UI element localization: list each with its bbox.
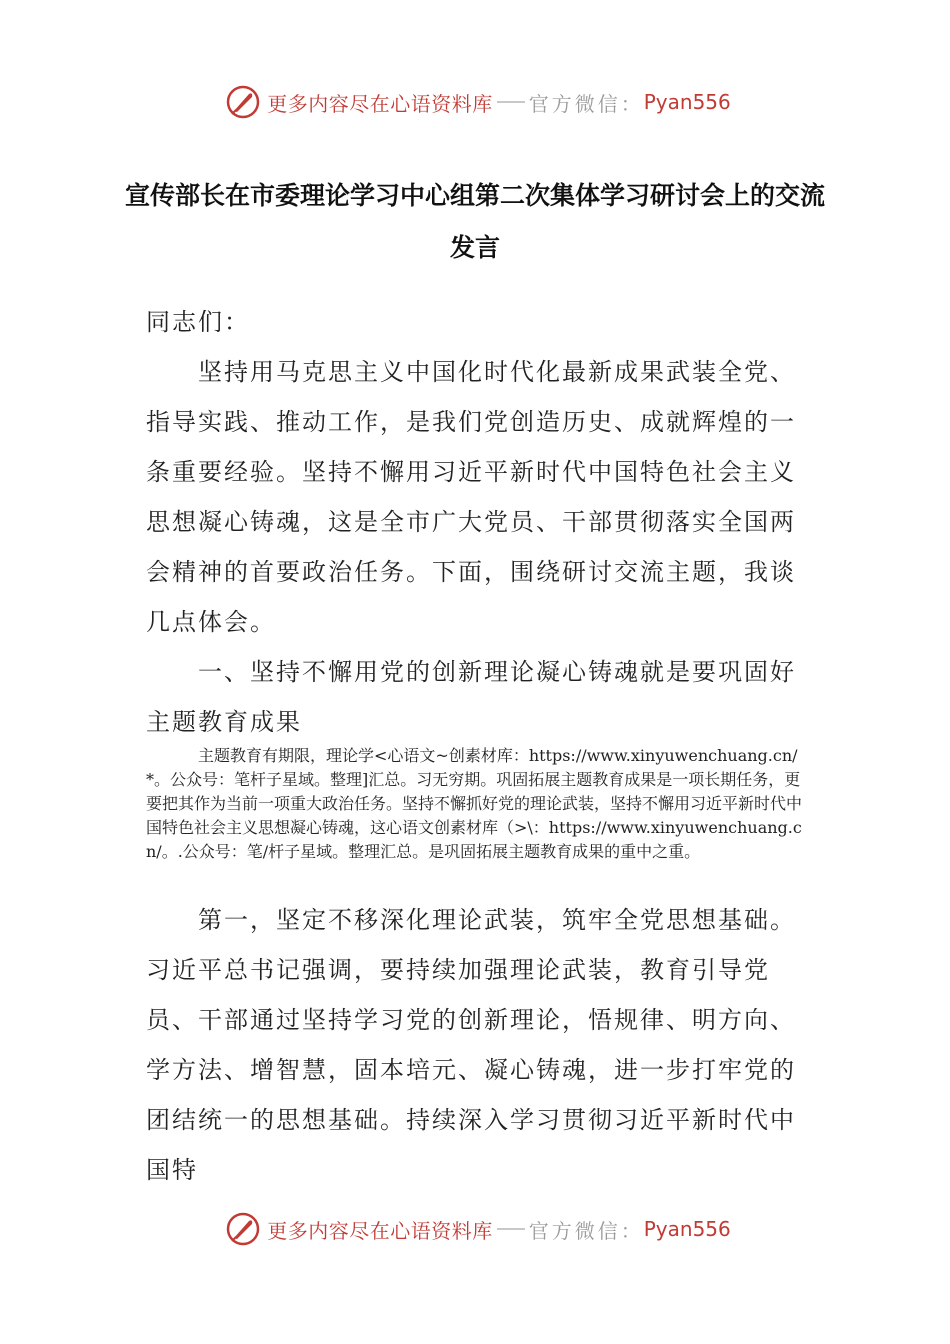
quill-logo-icon (225, 1211, 261, 1247)
banner-divider (497, 1228, 525, 1230)
document-title: 宣传部长在市委理论学习中心组第二次集体学习研讨会上的交流发言 (124, 181, 825, 262)
banner-wechat-id: Pyan556 (643, 90, 731, 114)
paragraph-intro: 坚持用马克思主义中国化时代化最新成果武装全党、指导实践、推动工作，是我们党创造历史、成就辉煌的一条重要经验。坚持不懈用习近平新时代中国特色社会主义思想凝心铸魂，这是全市广大党员、干部贯彻落实全国两会精神的首要政治任务。下面，围绕研讨交流主题，我谈几点体会。 (146, 358, 796, 636)
banner-main-text: 更多内容尽在心语资料库 (267, 1218, 493, 1243)
header-banner (0, 82, 950, 122)
banner-wechat-label: 官方微信： (528, 91, 644, 116)
banner-wechat-id: Pyan556 (643, 1217, 731, 1241)
paragraph-first-point: 第一，坚定不移深化理论武装，筑牢全党思想基础。习近平总书记强调，要持续加强理论武装，教育引导党员、干部通过坚持学习党的创新理论，悟规律、明方向、学方法、增智慧，固本培元、凝心铸魂，进一步打牢党的团结统一的思想基础。持续深入学习贯彻习近平新时代中国特 (146, 906, 796, 1184)
quill-logo-icon (225, 84, 261, 120)
banner-main-text: 更多内容尽在心语资料库 (267, 91, 493, 116)
section-heading-1: 一、坚持不懈用党的创新理论凝心铸魂就是要巩固好主题教育成果 (146, 658, 796, 736)
paragraph-small-print: 主题教育有期限，理论学<心语文~创素材库：https://www.xinyuwenchuang.cn/*。公众号：笔杆子星域。整理]汇总。习无穷期。巩固拓展主题教育成果是一项长期任务，更要把其作为当前一项重大政治任务。坚持不懈抓好党的理论武装，坚持不懈用习近平新时代中国特色社会主义思想凝心铸魂，这心语文创素材库（>\：https://www.xinyuwenchuang.cn/。.公众号：笔/杆子星域。整理汇总。是巩固拓展主题教育成果的重中之重。 (146, 746, 803, 861)
banner-wechat-label: 官方微信： (528, 1218, 644, 1243)
banner-divider (497, 101, 525, 103)
greeting: 同志们： (146, 308, 250, 336)
footer-banner (0, 1209, 950, 1249)
